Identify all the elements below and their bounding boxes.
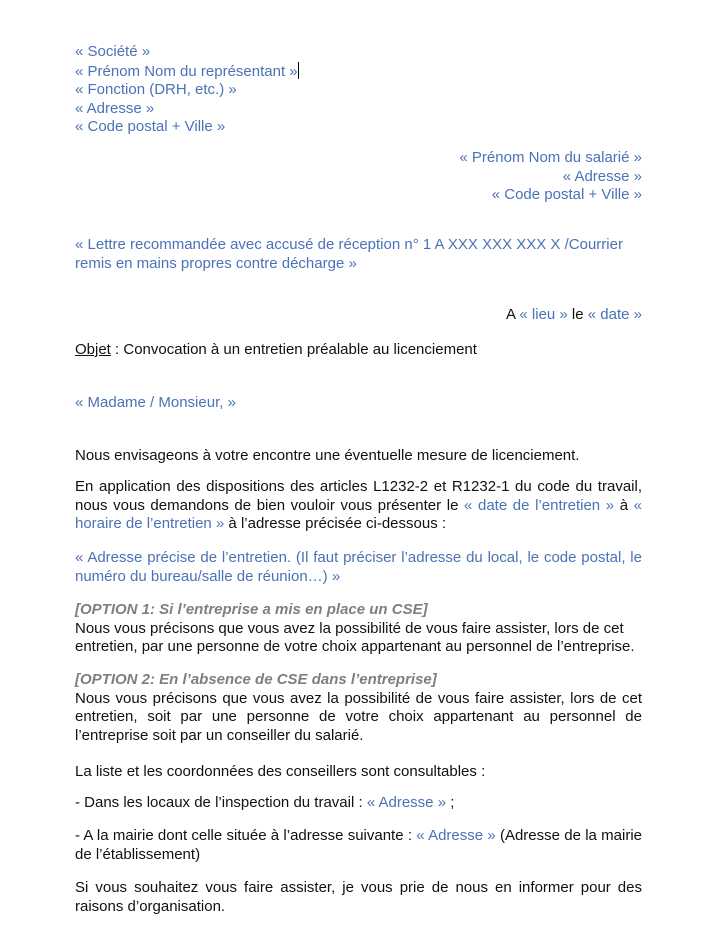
item1-address-field: « Adresse » (366, 794, 447, 811)
p2-text-a: En application des dispositions des articles L1232-2 et R1232-1 du code du travail, nous vous demandons de bien vouloir vous présenter le (75, 478, 642, 514)
sender-function: « Fonction (DRH, etc.) » (75, 81, 237, 98)
recipient-address: « Adresse » (562, 167, 642, 185)
salutation: « Madame / Monsieur, » (75, 394, 236, 411)
option2-title: [OPTION 2: En l’absence de CSE dans l’entreprise] (75, 671, 437, 688)
list-intro: La liste et les coordonnées des conseillers sont consultables : (75, 763, 486, 780)
p2-text-c: à l’adresse précisée ci-dessous : (224, 515, 447, 532)
sender-company: « Société » (75, 43, 151, 60)
option1-text: Nous vous précisons que vous avez la possibilité de vous faire assister, lors de cet entretien, par une personne de votre choix appartenant au personnel de l’entreprise. (75, 619, 635, 655)
option2-text: Nous vous précisons que vous avez la possibilité de vous faire assister, lors de cet entretien, soit par une personne de votre choix appartenant au personnel de l’entreprise soit par un conseiller du salarié. (75, 689, 642, 744)
item1-suffix: ; (446, 794, 455, 811)
sender-representative-text: « Prénom Nom du représentant » (75, 62, 298, 80)
object-line (75, 341, 642, 360)
date-field: « date » (587, 306, 642, 323)
interview-date-field: « date de l’entretien » (464, 496, 615, 514)
object-text: : Convocation à un entretien préalable au licenciement (110, 341, 477, 358)
place-date-le: le (567, 306, 588, 323)
sender-representative (75, 62, 642, 82)
closing-paragraph: Si vous souhaitez vous faire assister, je vous prie de nous en informer pour des raisons d’organisation. (75, 879, 642, 915)
item1-text: - Dans les locaux de l’inspection du travail : (75, 794, 367, 811)
paragraph-intent: Nous envisageons à votre encontre une éventuelle mesure de licenciement. (75, 447, 580, 464)
list-item-inspection (75, 794, 642, 813)
text-cursor (298, 62, 299, 79)
recipient-postal-city: « Code postal + Ville » (491, 186, 642, 203)
recipient-block (75, 149, 642, 205)
option1-title: [OPTION 1: Si l’entreprise a mis en place un CSE] (75, 601, 428, 618)
interview-address-field: « Adresse précise de l’entretien. (Il faut préciser l’adresse du local, le code postal, le numéro du bureau/salle de réunion…) » (75, 549, 642, 585)
sender-postal-city: « Code postal + Ville » (75, 118, 226, 135)
paragraph-convocation (75, 478, 642, 534)
list-item-mairie (75, 827, 642, 864)
interview-time-field: « horaire de l’entretien » (75, 496, 642, 532)
sender-address: « Adresse » (75, 99, 155, 117)
item2-address-field: « Adresse » (416, 827, 496, 844)
p2-text-b: à (614, 496, 634, 514)
item2-text: - A la mairie dont celle située à l’adresse suivante : (75, 827, 417, 844)
item2-suffix: (Adresse de la mairie de l’établissement) (75, 827, 642, 863)
option1-block (75, 601, 642, 657)
place-field: « lieu » (519, 306, 568, 323)
recipient-name: « Prénom Nom du salarié » (459, 149, 642, 166)
object-label: Objet (75, 341, 111, 358)
option2-block (75, 671, 642, 745)
place-date (75, 306, 642, 325)
place-date-prefix: A (506, 306, 520, 323)
registered-mail-note: « Lettre recommandée avec accusé de réception n° 1 A XXX XXX XXX X /Courrier remis en mains propres contre décharge » (75, 236, 623, 272)
sender-block (75, 43, 642, 137)
